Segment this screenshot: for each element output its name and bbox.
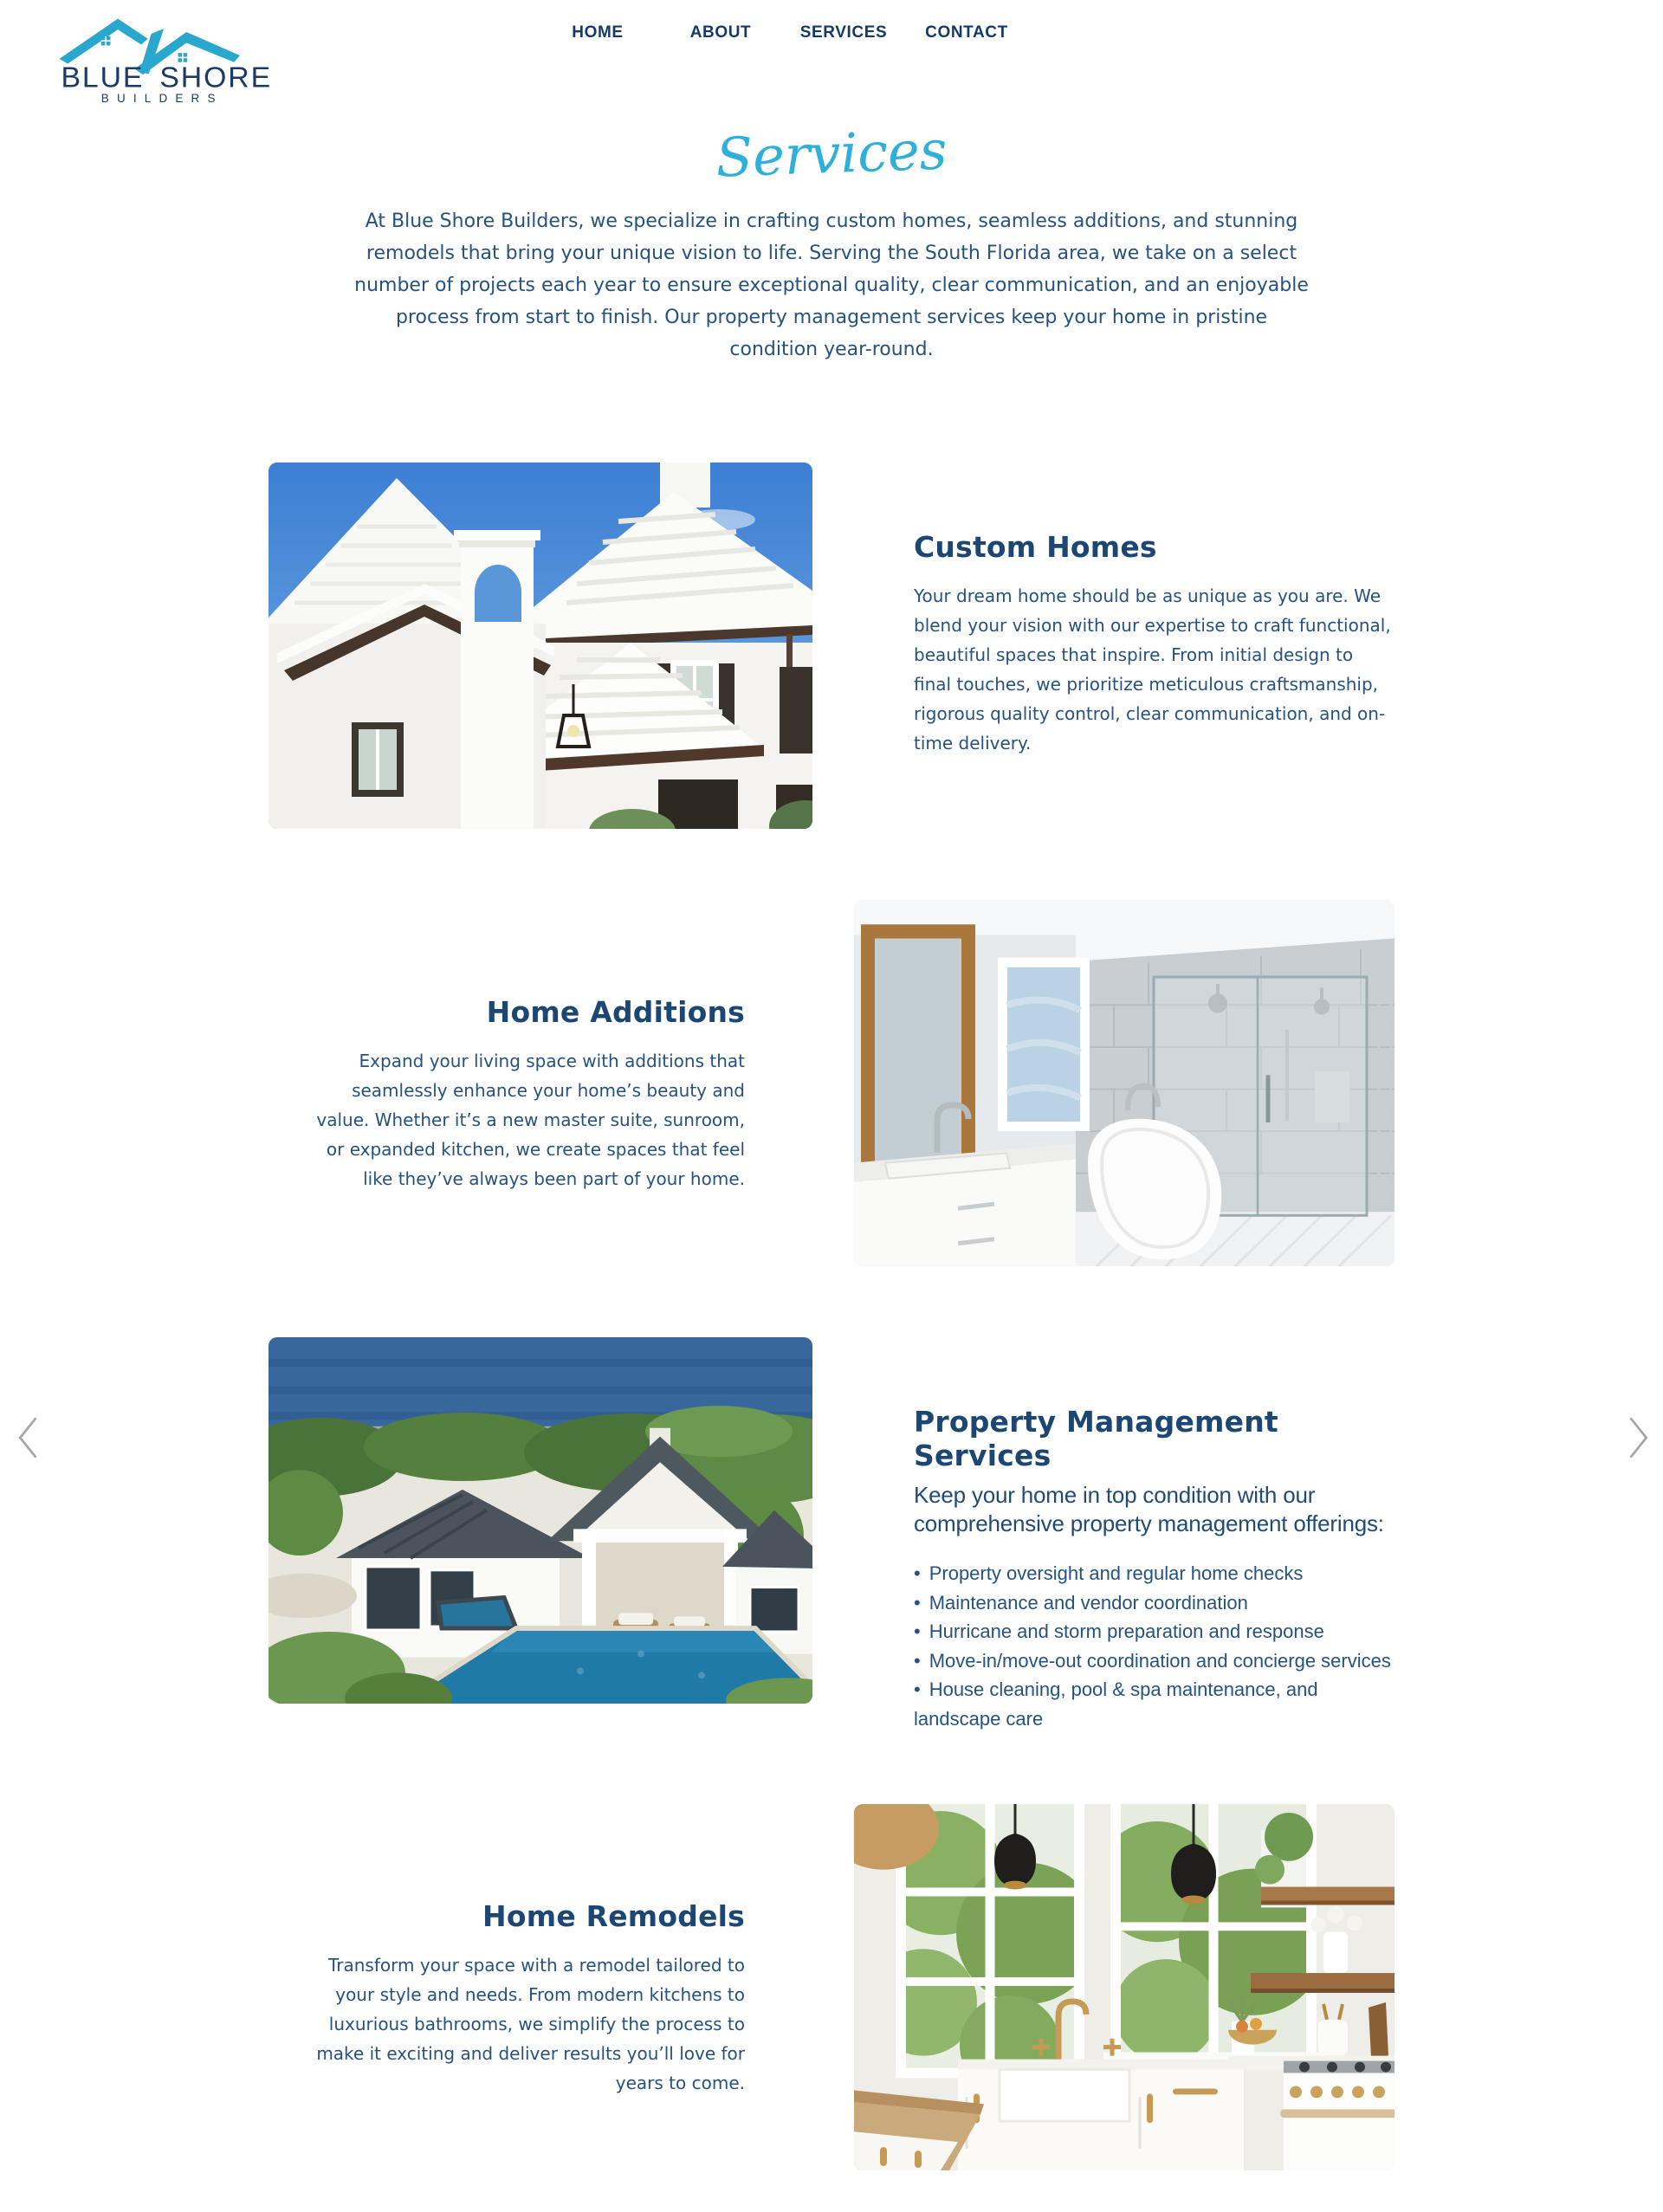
chevron-left-icon <box>16 1417 45 1458</box>
home-additions-text <box>307 900 745 1266</box>
brand-word-shore: SHORE <box>159 61 273 94</box>
section-heading: Home Additions <box>486 995 745 1030</box>
pm-bullet-item: • Maintenance and vendor coordination <box>914 1588 1394 1618</box>
pm-bullet-list <box>914 1559 1394 1733</box>
section-heading: Property Management Services <box>914 1405 1278 1473</box>
nav-link-about[interactable]: ABOUT <box>689 23 752 42</box>
pm-bullet-item: • Property oversight and regular home checks <box>914 1559 1394 1588</box>
property-management-text <box>914 1337 1394 1733</box>
chevron-right-icon <box>1627 1417 1656 1458</box>
section-home-additions <box>269 900 1394 1266</box>
section-subheading: Keep your home in top condition with our comprehensive property management offerings: <box>914 1482 1384 1537</box>
pm-bullet-item: • Move-in/move-out coordination and concierge services <box>914 1646 1394 1676</box>
section-body: Expand your living space with additions that seamlessly enhance your home’s beauty and value. Whether it’s a new master suite, sunroom, or expanded kitchen, we create spaces that feel like they’ve always been part of your home. <box>316 1051 745 1190</box>
section-body: Transform your space with a remodel tailored to your style and needs. From modern kitchens to luxurious bathrooms, we simplify the process to make it exciting and deliver results you’ll love for years to come. <box>316 1955 745 2094</box>
nav-link-services[interactable]: SERVICES <box>799 23 888 42</box>
main-nav <box>536 23 1028 42</box>
page-intro: At Blue Shore Builders, we specialize in crafting custom homes, seamless additions, and stunning remodels that bring your unique vision to life. Serving the South Florida area, we take on a select number of projects each year to ensure exceptional quality, clear communication, and an enjoyable process from start to finish. Our property management services keep your home in pristine condition year-round. <box>354 210 1309 361</box>
kitchen-photo <box>854 1804 1394 2170</box>
page-title: Services <box>715 118 948 190</box>
custom-homes-text <box>914 462 1394 829</box>
brand-word-blue: BLUE <box>61 61 145 94</box>
nav-link-contact[interactable]: CONTACT <box>925 23 1008 42</box>
bathroom-photo <box>854 900 1394 1266</box>
section-heading: Custom Homes <box>914 530 1157 565</box>
section-custom-homes <box>269 462 1394 829</box>
section-home-remodels <box>269 1804 1394 2170</box>
carousel-prev-button[interactable] <box>10 1412 50 1464</box>
home-remodels-text <box>307 1804 745 2170</box>
section-property-management <box>269 1337 1394 1733</box>
main-content <box>0 118 1663 2170</box>
pm-bullet-item: • House cleaning, pool & spa maintenance, and landscape care <box>914 1675 1394 1733</box>
carousel-next-button[interactable] <box>1621 1412 1661 1464</box>
custom-homes-photo <box>269 462 812 829</box>
site-header <box>0 0 1663 113</box>
section-body: Your dream home should be as unique as you are. We blend your vision with our expertise to craft functional, beautiful spaces that inspire. From initial design to final touches, we prioritize meticulous craftsmanship, rigorous quality control, clear communication, and on-time delivery. <box>914 585 1391 754</box>
brand-word-builders: BUILDERS <box>100 92 223 104</box>
section-heading: Home Remodels <box>482 1899 745 1934</box>
blue-shore-builders-logo-icon <box>54 9 281 104</box>
brand-logo[interactable] <box>54 9 281 104</box>
pm-bullet-item: • Hurricane and storm preparation and response <box>914 1617 1394 1646</box>
pool-home-aerial-photo <box>269 1337 812 1704</box>
nav-link-home[interactable]: HOME <box>572 23 624 42</box>
